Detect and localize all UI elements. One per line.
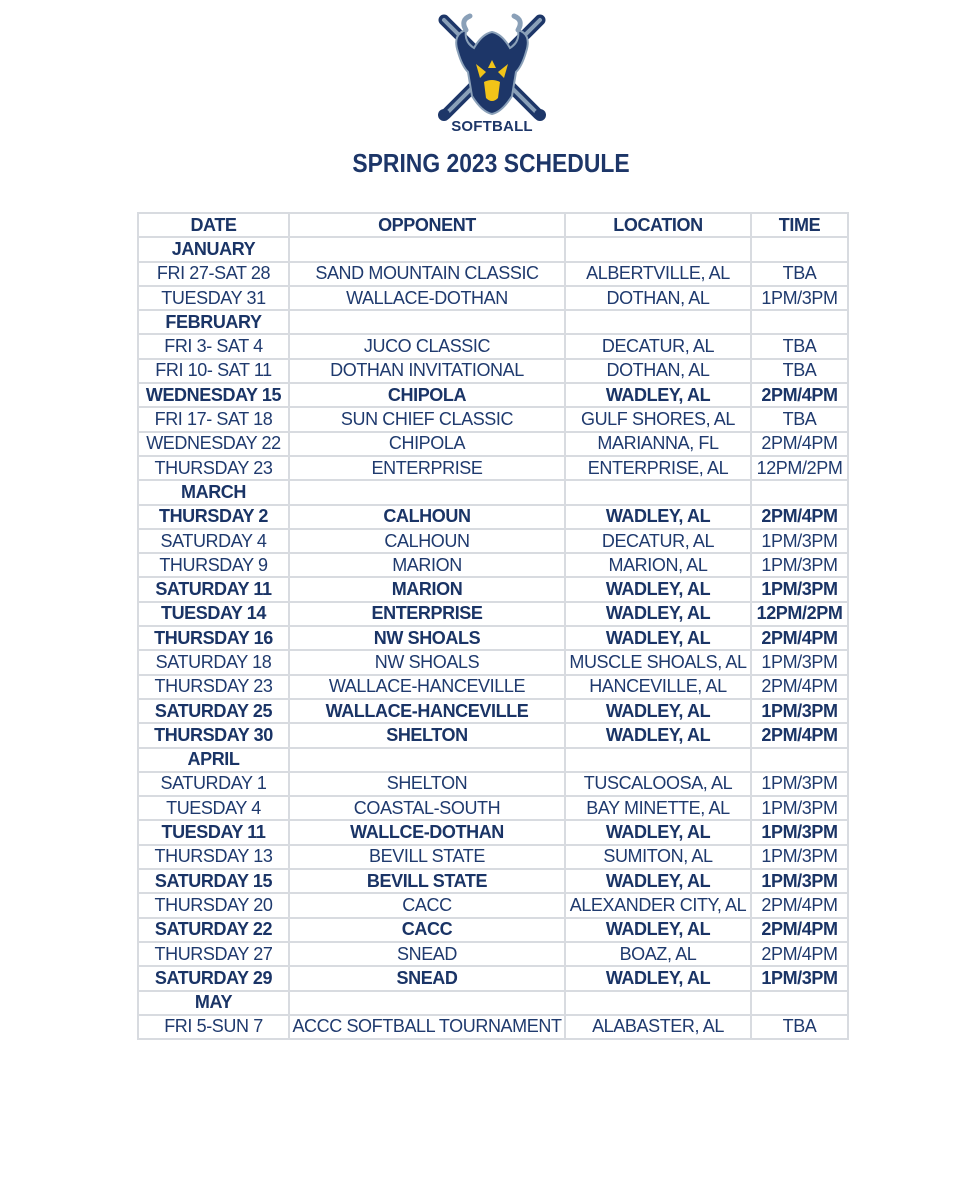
cell-location: WADLEY, AL — [565, 918, 751, 942]
cell-location — [565, 237, 751, 261]
table-row — [138, 286, 848, 310]
table-row — [138, 505, 848, 529]
cell-opponent: WALLACE-HANCEVILLE — [289, 699, 565, 723]
cell-time: 2PM/4PM — [751, 675, 848, 699]
cell-time: TBA — [751, 359, 848, 383]
header-time: TIME — [751, 213, 848, 237]
cell-opponent: CALHOUN — [289, 529, 565, 553]
cell-location: MARIANNA, FL — [565, 432, 751, 456]
cell-opponent: SHELTON — [289, 772, 565, 796]
cell-location: BAY MINETTE, AL — [565, 796, 751, 820]
table-row — [138, 893, 848, 917]
cell-location: DECATUR, AL — [565, 334, 751, 358]
cell-location: ALABASTER, AL — [565, 1015, 751, 1039]
cell-date: SATURDAY 25 — [138, 699, 289, 723]
cell-time: 2PM/4PM — [751, 723, 848, 747]
table-row — [138, 359, 848, 383]
cell-time: 1PM/3PM — [751, 650, 848, 674]
cell-location: BOAZ, AL — [565, 942, 751, 966]
table-row — [138, 383, 848, 407]
month-row — [138, 991, 848, 1015]
cell-date: WEDNESDAY 22 — [138, 432, 289, 456]
cell-date: TUESDAY 14 — [138, 602, 289, 626]
cell-opponent: MARION — [289, 553, 565, 577]
cell-date: SATURDAY 15 — [138, 869, 289, 893]
cell-time: 1PM/3PM — [751, 966, 848, 990]
cell-location — [565, 480, 751, 504]
cell-date: SATURDAY 1 — [138, 772, 289, 796]
cell-opponent: CACC — [289, 893, 565, 917]
logo-wordmark: SOFTBALL — [451, 118, 533, 135]
cell-date: THURSDAY 20 — [138, 893, 289, 917]
cell-location: WADLEY, AL — [565, 966, 751, 990]
cell-date: SATURDAY 29 — [138, 966, 289, 990]
month-label: JANUARY — [138, 237, 289, 261]
month-label: MAY — [138, 991, 289, 1015]
table-header-row — [138, 213, 848, 237]
cell-location: WADLEY, AL — [565, 577, 751, 601]
cell-opponent: JUCO CLASSIC — [289, 334, 565, 358]
cell-time: 12PM/2PM — [751, 456, 848, 480]
month-row — [138, 480, 848, 504]
cell-date: FRI 3- SAT 4 — [138, 334, 289, 358]
cell-opponent: BEVILL STATE — [289, 845, 565, 869]
cell-opponent — [289, 748, 565, 772]
table-row — [138, 966, 848, 990]
cell-date: SATURDAY 4 — [138, 529, 289, 553]
cell-time: 1PM/3PM — [751, 577, 848, 601]
cell-date: THURSDAY 27 — [138, 942, 289, 966]
cell-opponent: CHIPOLA — [289, 432, 565, 456]
table-row — [138, 918, 848, 942]
cell-time: 1PM/3PM — [751, 699, 848, 723]
cell-date: TUESDAY 4 — [138, 796, 289, 820]
table-row — [138, 650, 848, 674]
cell-location: WADLEY, AL — [565, 820, 751, 844]
cell-date: THURSDAY 2 — [138, 505, 289, 529]
cell-location: ALEXANDER CITY, AL — [565, 893, 751, 917]
cell-location: WADLEY, AL — [565, 869, 751, 893]
cell-time — [751, 480, 848, 504]
cell-time: 1PM/3PM — [751, 529, 848, 553]
cell-date: WEDNESDAY 15 — [138, 383, 289, 407]
cell-date: THURSDAY 23 — [138, 456, 289, 480]
cell-opponent: SNEAD — [289, 966, 565, 990]
month-label: APRIL — [138, 748, 289, 772]
cell-opponent: SUN CHIEF CLASSIC — [289, 407, 565, 431]
cell-location: WADLEY, AL — [565, 505, 751, 529]
cell-time: TBA — [751, 262, 848, 286]
cell-opponent: NW SHOALS — [289, 650, 565, 674]
cell-date: SATURDAY 18 — [138, 650, 289, 674]
schedule-body — [138, 237, 848, 1039]
cell-opponent: CALHOUN — [289, 505, 565, 529]
cell-date: THURSDAY 23 — [138, 675, 289, 699]
cell-opponent: WALLACE-HANCEVILLE — [289, 675, 565, 699]
cell-date: SATURDAY 11 — [138, 577, 289, 601]
month-row — [138, 748, 848, 772]
cell-time: 2PM/4PM — [751, 893, 848, 917]
month-label: MARCH — [138, 480, 289, 504]
table-row — [138, 577, 848, 601]
cell-date: FRI 27-SAT 28 — [138, 262, 289, 286]
cell-date: FRI 10- SAT 11 — [138, 359, 289, 383]
cell-date: SATURDAY 22 — [138, 918, 289, 942]
cell-location: SUMITON, AL — [565, 845, 751, 869]
cell-location — [565, 748, 751, 772]
table-row — [138, 772, 848, 796]
cell-opponent — [289, 991, 565, 1015]
cell-time: TBA — [751, 407, 848, 431]
table-row — [138, 432, 848, 456]
cell-opponent — [289, 480, 565, 504]
cell-time: 1PM/3PM — [751, 869, 848, 893]
cell-time: 2PM/4PM — [751, 626, 848, 650]
table-row — [138, 942, 848, 966]
table-row — [138, 723, 848, 747]
table-row — [138, 796, 848, 820]
header-date: DATE — [138, 213, 289, 237]
cell-location: MARION, AL — [565, 553, 751, 577]
table-row — [138, 529, 848, 553]
table-row — [138, 1015, 848, 1039]
table-row — [138, 869, 848, 893]
cell-opponent: SNEAD — [289, 942, 565, 966]
cell-opponent: CACC — [289, 918, 565, 942]
cell-opponent: NW SHOALS — [289, 626, 565, 650]
cell-location: WADLEY, AL — [565, 383, 751, 407]
cell-location: GULF SHORES, AL — [565, 407, 751, 431]
table-row — [138, 602, 848, 626]
table-row — [138, 262, 848, 286]
cell-time: 2PM/4PM — [751, 918, 848, 942]
cell-location: WADLEY, AL — [565, 602, 751, 626]
schedule-table — [137, 212, 849, 1040]
table-row — [138, 626, 848, 650]
cell-time: 1PM/3PM — [751, 845, 848, 869]
cell-time: 2PM/4PM — [751, 432, 848, 456]
cell-time — [751, 310, 848, 334]
cell-opponent: SAND MOUNTAIN CLASSIC — [289, 262, 565, 286]
cell-date: FRI 17- SAT 18 — [138, 407, 289, 431]
cell-opponent: DOTHAN INVITATIONAL — [289, 359, 565, 383]
cell-opponent: MARION — [289, 577, 565, 601]
cell-date: THURSDAY 16 — [138, 626, 289, 650]
cell-time: 1PM/3PM — [751, 553, 848, 577]
table-row — [138, 334, 848, 358]
cell-location: MUSCLE SHOALS, AL — [565, 650, 751, 674]
cell-time: 2PM/4PM — [751, 942, 848, 966]
cell-time: 1PM/3PM — [751, 772, 848, 796]
cell-location — [565, 310, 751, 334]
cell-opponent: CHIPOLA — [289, 383, 565, 407]
cell-time — [751, 237, 848, 261]
cell-time: 12PM/2PM — [751, 602, 848, 626]
cell-opponent — [289, 237, 565, 261]
table-row — [138, 699, 848, 723]
cell-location: WADLEY, AL — [565, 723, 751, 747]
cell-date: FRI 5-SUN 7 — [138, 1015, 289, 1039]
cell-location: DOTHAN, AL — [565, 359, 751, 383]
header-location: LOCATION — [565, 213, 751, 237]
header-opponent: OPPONENT — [289, 213, 565, 237]
cell-opponent: ACCC SOFTBALL TOURNAMENT — [289, 1015, 565, 1039]
cell-opponent: ENTERPRISE — [289, 456, 565, 480]
cell-date: THURSDAY 9 — [138, 553, 289, 577]
cell-date: THURSDAY 13 — [138, 845, 289, 869]
cell-time: 1PM/3PM — [751, 286, 848, 310]
cell-date: TUESDAY 31 — [138, 286, 289, 310]
cell-time: 1PM/3PM — [751, 796, 848, 820]
month-row — [138, 310, 848, 334]
page-title: SPRING 2023 SCHEDULE — [352, 148, 630, 178]
cell-time: 2PM/4PM — [751, 505, 848, 529]
cell-location: WADLEY, AL — [565, 699, 751, 723]
table-row — [138, 675, 848, 699]
cell-location: ALBERTVILLE, AL — [565, 262, 751, 286]
table-row — [138, 407, 848, 431]
cell-opponent — [289, 310, 565, 334]
table-row — [138, 553, 848, 577]
cell-opponent: BEVILL STATE — [289, 869, 565, 893]
month-row — [138, 237, 848, 261]
table-row — [138, 820, 848, 844]
cell-time: TBA — [751, 1015, 848, 1039]
cell-location: HANCEVILLE, AL — [565, 675, 751, 699]
cell-opponent: SHELTON — [289, 723, 565, 747]
cell-location: DOTHAN, AL — [565, 286, 751, 310]
cell-time: 2PM/4PM — [751, 383, 848, 407]
cell-opponent: WALLACE-DOTHAN — [289, 286, 565, 310]
cell-opponent: ENTERPRISE — [289, 602, 565, 626]
table-row — [138, 456, 848, 480]
cell-date: TUESDAY 11 — [138, 820, 289, 844]
cell-time: TBA — [751, 334, 848, 358]
cell-location: DECATUR, AL — [565, 529, 751, 553]
cell-time — [751, 991, 848, 1015]
table-row — [138, 845, 848, 869]
cell-opponent: WALLCE-DOTHAN — [289, 820, 565, 844]
cell-time — [751, 748, 848, 772]
month-label: FEBRUARY — [138, 310, 289, 334]
cell-time: 1PM/3PM — [751, 820, 848, 844]
cell-location — [565, 991, 751, 1015]
cell-location: WADLEY, AL — [565, 626, 751, 650]
cell-location: ENTERPRISE, AL — [565, 456, 751, 480]
cell-opponent: COASTAL-SOUTH — [289, 796, 565, 820]
cell-location: TUSCALOOSA, AL — [565, 772, 751, 796]
cell-date: THURSDAY 30 — [138, 723, 289, 747]
